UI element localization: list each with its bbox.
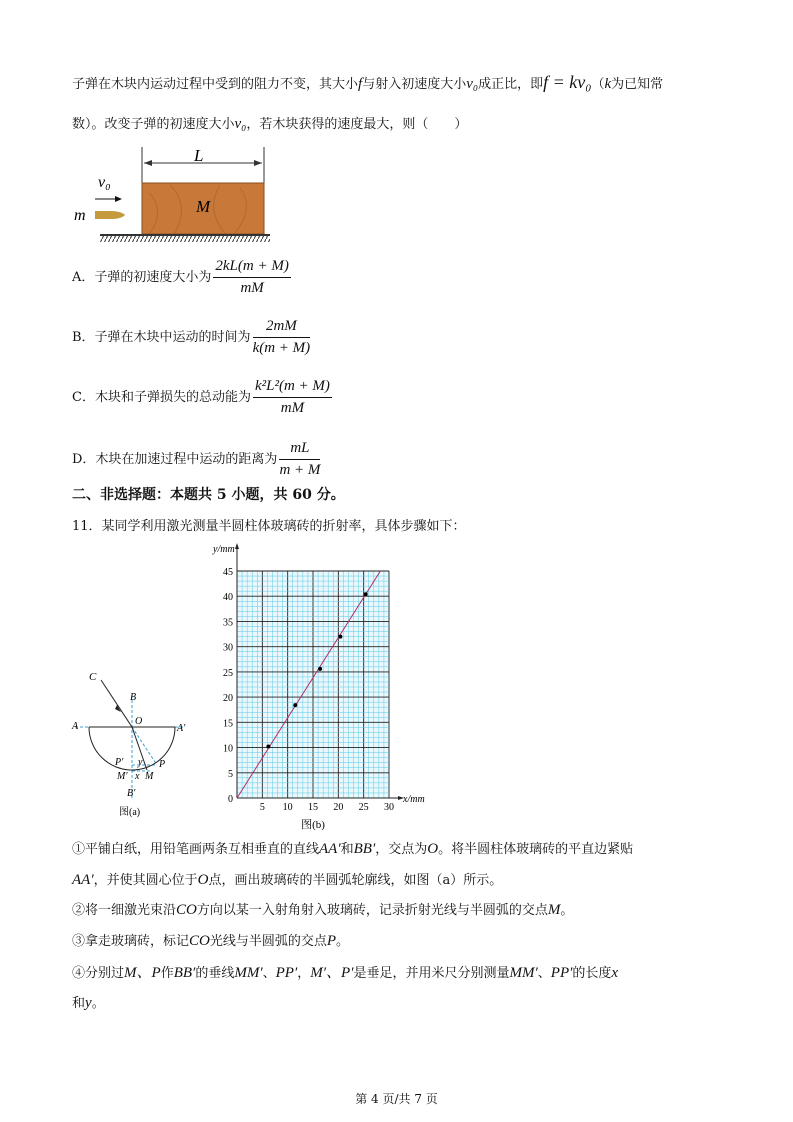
math: PP′ bbox=[275, 965, 298, 981]
math: BB′ bbox=[173, 965, 196, 981]
y-tick-label: 45 bbox=[223, 567, 233, 578]
x-tick-label: 25 bbox=[358, 802, 369, 813]
bullet-block-figure bbox=[70, 143, 270, 243]
text: 数）。改变子弹的初速度大小 bbox=[72, 117, 235, 132]
y-axis-label: y/mm bbox=[213, 544, 235, 555]
math: P bbox=[326, 933, 337, 949]
formula: f = kv₀ bbox=[543, 72, 592, 92]
y-axis-arrow bbox=[235, 543, 239, 549]
text: ，交点为 bbox=[375, 842, 428, 857]
option-B[interactable] bbox=[72, 318, 310, 357]
fraction bbox=[253, 378, 332, 417]
data-point bbox=[266, 745, 270, 749]
label-B-prime: B′ bbox=[127, 788, 136, 799]
fraction bbox=[253, 318, 311, 357]
option-text: A．子弹的初速度大小为 bbox=[72, 270, 212, 285]
text: 作 bbox=[160, 966, 174, 981]
label-m: m bbox=[74, 207, 86, 224]
math: O bbox=[197, 872, 209, 888]
text: 子弹在木块内运动过程中受到的阻力不变，其大小 bbox=[72, 77, 359, 92]
text: 的垂线 bbox=[195, 966, 235, 981]
label-x: x bbox=[135, 771, 140, 782]
text: 。 bbox=[560, 903, 574, 918]
step-4-line-1 bbox=[72, 961, 618, 982]
step-1-line-1 bbox=[72, 838, 633, 858]
math-v0: v₀ bbox=[466, 76, 479, 92]
math: PP′ bbox=[550, 965, 573, 981]
y-tick-label: 25 bbox=[223, 667, 233, 679]
y-tick-label: 20 bbox=[223, 693, 233, 705]
label-A-prime: A′ bbox=[177, 723, 186, 734]
intro-line-1 bbox=[72, 72, 663, 93]
math: AA′ bbox=[319, 841, 341, 857]
question-11: 11．某同学利用激光测量半圆柱体玻璃砖的折射率，具体步骤如下： bbox=[72, 519, 466, 534]
math: y bbox=[85, 995, 92, 1011]
y-tick-label: 35 bbox=[223, 617, 233, 629]
math: O bbox=[427, 841, 439, 857]
text: 是垂足，并用米尺分别测量 bbox=[353, 966, 510, 981]
figure-a-caption: 图(a) bbox=[119, 807, 141, 818]
text: 方向以某一入射角射入玻璃砖，记录折射光线与半圆弧的交点 bbox=[196, 903, 548, 918]
text: 点，画出玻璃砖的半圆弧轮廓线，如图（a）所示。 bbox=[208, 873, 503, 888]
data-point bbox=[293, 703, 297, 707]
math-k: k bbox=[604, 76, 612, 92]
label-L: L bbox=[194, 146, 204, 165]
math: CO bbox=[189, 933, 210, 949]
x-axis-label: x/mm bbox=[403, 794, 425, 805]
y-tick-label: 15 bbox=[223, 718, 233, 730]
text: 和 bbox=[340, 842, 354, 857]
text: 。 bbox=[91, 996, 105, 1011]
y-tick-label: 40 bbox=[223, 592, 233, 604]
option-A[interactable] bbox=[72, 258, 291, 297]
figure-b-chart bbox=[200, 540, 440, 835]
figure-b-caption: 图(b) bbox=[301, 819, 325, 831]
y-tick-label: 0 bbox=[228, 794, 233, 805]
math: MM′ bbox=[234, 965, 263, 981]
option-text: B．子弹在木块中运动的时间为 bbox=[72, 330, 251, 345]
text: 成正比，即 bbox=[478, 77, 544, 92]
label-A: A bbox=[72, 721, 79, 732]
math-f: f bbox=[358, 76, 363, 92]
text: 。 bbox=[336, 934, 350, 949]
text: 。将半圆柱体玻璃砖的平直边紧贴 bbox=[438, 842, 634, 857]
label-P: P bbox=[159, 759, 166, 770]
text: ②将一细激光束沿 bbox=[72, 903, 177, 918]
y-tick-label: 30 bbox=[223, 642, 233, 654]
denominator: mM bbox=[280, 400, 305, 416]
step-1-line-2 bbox=[72, 869, 502, 889]
text: 光线与半圆弧的交点 bbox=[209, 934, 327, 949]
option-text: C．木块和子弹损失的总动能为 bbox=[72, 390, 251, 405]
text: 与射入初速度大小 bbox=[362, 77, 467, 92]
denominator: mM bbox=[240, 280, 264, 296]
math: AA′ bbox=[72, 872, 94, 888]
intro-line-2 bbox=[72, 113, 467, 133]
label-v0: v₀ bbox=[98, 174, 111, 191]
text: 为已知常 bbox=[611, 77, 664, 92]
page-footer: 第 4 页/共 7 页 bbox=[355, 1092, 438, 1106]
step-3 bbox=[72, 930, 349, 950]
figure-a-refraction bbox=[65, 665, 195, 825]
math: M bbox=[547, 902, 561, 918]
text: 、 bbox=[537, 966, 551, 981]
denominator: k(m + M) bbox=[252, 340, 311, 356]
step-4-line-2 bbox=[72, 992, 105, 1012]
math: MM′ bbox=[509, 965, 538, 981]
section-heading: 二、非选择题：本题共 5 小题，共 60 分。 bbox=[72, 487, 345, 503]
x-tick-label: 15 bbox=[308, 802, 318, 813]
x-tick-label: 10 bbox=[282, 802, 293, 813]
text: 的长度 bbox=[572, 966, 612, 981]
label-M: M bbox=[196, 197, 211, 216]
numerator: 2mM bbox=[253, 318, 311, 338]
fraction bbox=[213, 258, 290, 297]
option-text: D．木块在加速过程中运动的距离为 bbox=[72, 452, 278, 467]
label-M-prime: M′ bbox=[117, 771, 128, 782]
bullet bbox=[95, 211, 125, 219]
y-tick-label: 5 bbox=[228, 768, 233, 780]
math-v0: v₀ bbox=[234, 116, 247, 132]
fraction bbox=[279, 440, 320, 479]
math: x bbox=[611, 965, 619, 981]
text: ①平铺白纸，用铅笔画两条互相垂直的直线 bbox=[72, 842, 320, 857]
x-tick-label: 30 bbox=[384, 802, 394, 813]
denominator: m + M bbox=[279, 462, 321, 478]
step-2 bbox=[72, 899, 573, 919]
math: BB′ bbox=[353, 841, 376, 857]
text: （ bbox=[591, 77, 605, 92]
option-C[interactable] bbox=[72, 378, 332, 417]
label-y: y bbox=[138, 757, 143, 768]
option-D[interactable] bbox=[72, 440, 320, 479]
x-tick-label: 20 bbox=[333, 802, 344, 813]
math: M、P bbox=[124, 965, 161, 981]
label-M: M bbox=[145, 771, 154, 782]
label-P-prime: P′ bbox=[115, 757, 124, 768]
x-tick-label: 5 bbox=[259, 802, 265, 813]
label-O: O bbox=[135, 716, 143, 727]
label-B: B bbox=[130, 692, 137, 703]
text: ③拿走玻璃砖，标记 bbox=[72, 934, 190, 949]
data-point bbox=[364, 592, 368, 596]
text: 和 bbox=[72, 996, 86, 1011]
text: 、 bbox=[262, 966, 276, 981]
label-C: C bbox=[89, 671, 97, 683]
numerator: 2kL(m + M) bbox=[213, 258, 290, 278]
math: CO bbox=[176, 902, 197, 918]
numerator: mL bbox=[279, 440, 320, 460]
data-point bbox=[318, 667, 322, 671]
numerator: k²L²(m + M) bbox=[253, 378, 332, 398]
text: ， bbox=[297, 966, 311, 981]
math: M′、P′ bbox=[310, 965, 354, 981]
y-tick-label: 10 bbox=[223, 743, 233, 755]
text: ，若木块获得的速度最大，则（ ） bbox=[246, 117, 468, 132]
text: ④分别过 bbox=[72, 966, 125, 981]
text: ，并使其圆心位于 bbox=[93, 873, 198, 888]
data-point bbox=[338, 635, 342, 639]
